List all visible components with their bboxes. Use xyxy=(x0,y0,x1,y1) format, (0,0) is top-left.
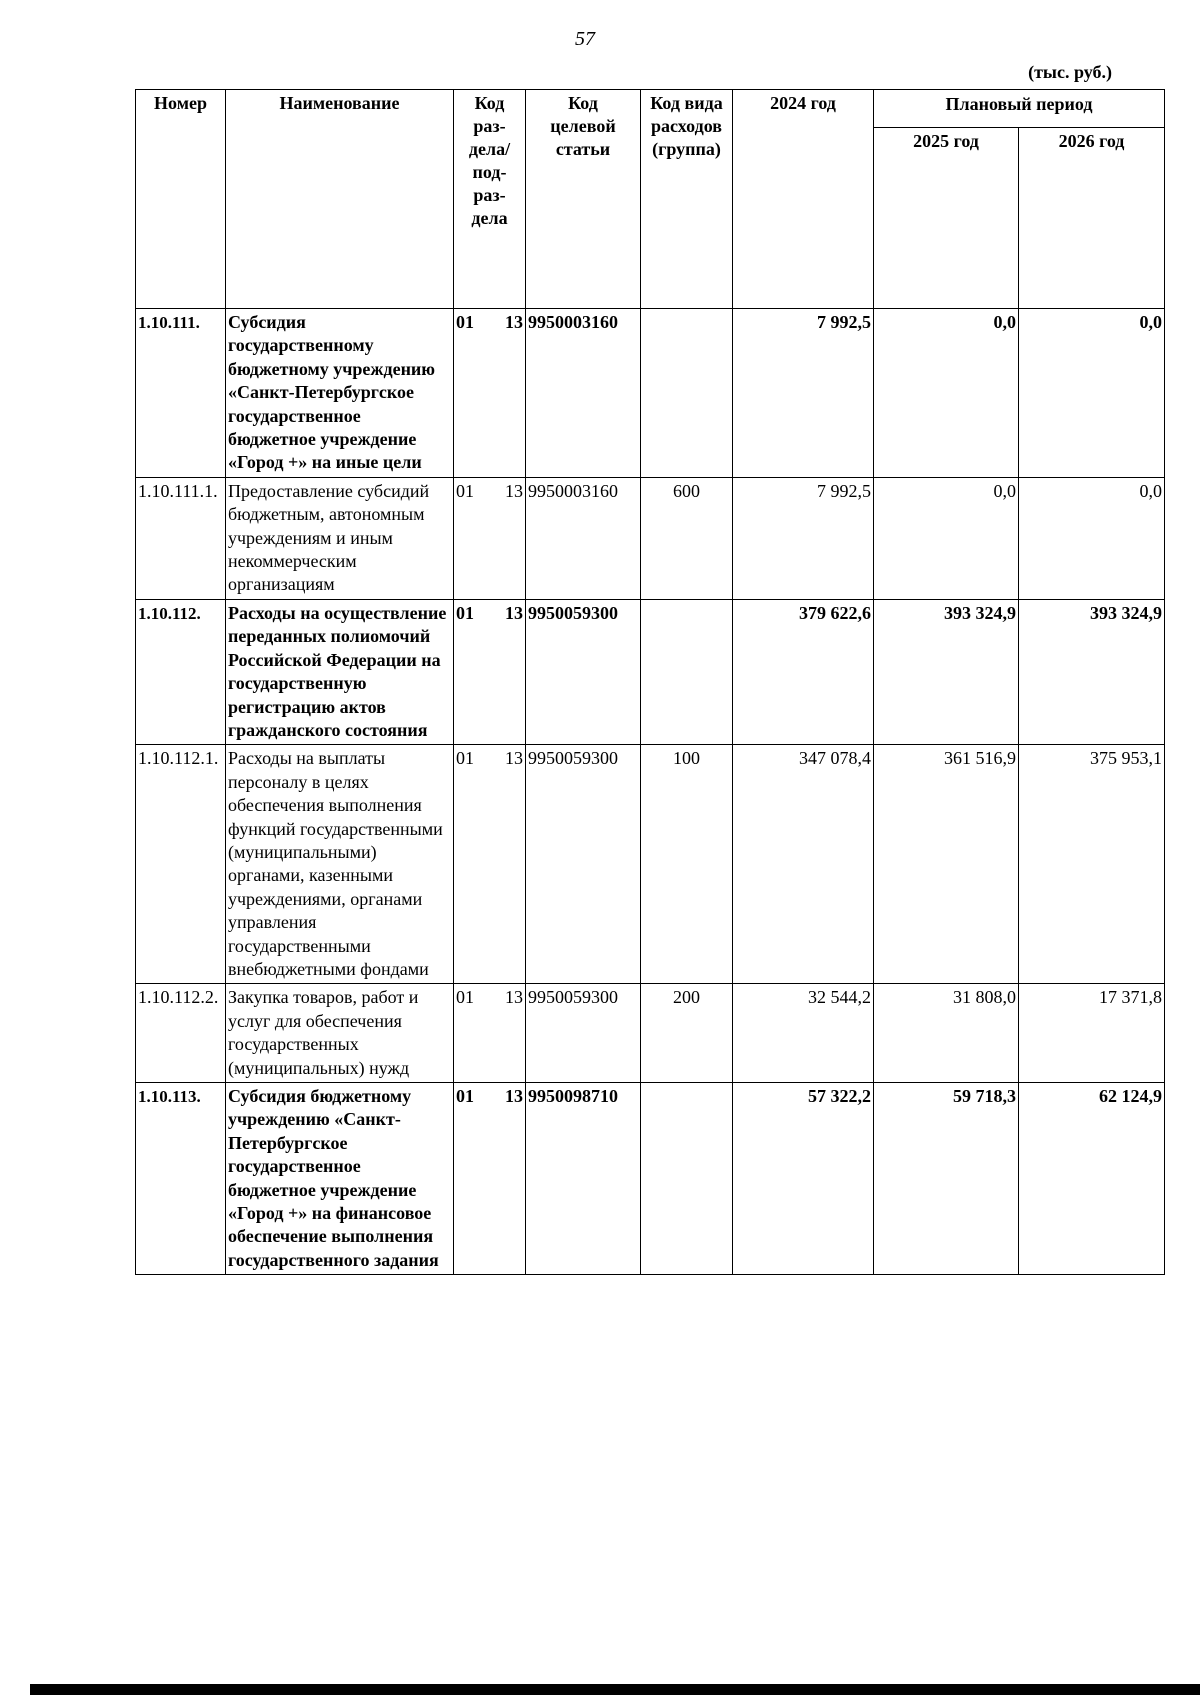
table-body xyxy=(136,309,1165,1275)
row-amount-2026: 0,0 xyxy=(1019,309,1165,478)
table-row xyxy=(136,309,1165,478)
row-amount-2025: 0,0 xyxy=(874,477,1019,599)
section-code: 01 xyxy=(456,987,474,1008)
row-amount-2024: 57 322,2 xyxy=(733,1083,874,1275)
row-amount-2026: 62 124,9 xyxy=(1019,1083,1165,1275)
header-target: Код целевой статьи xyxy=(526,90,641,309)
row-number: 1.10.111. xyxy=(136,309,226,478)
section-code: 01 xyxy=(456,480,474,501)
subsection-code: 13 xyxy=(505,312,523,332)
row-section-code xyxy=(454,984,526,1083)
row-amount-2026: 393 324,9 xyxy=(1019,599,1165,744)
table-row xyxy=(136,745,1165,984)
row-number: 1.10.113. xyxy=(136,1083,226,1275)
row-expense-group xyxy=(641,1083,733,1275)
row-target-code: 9950059300 xyxy=(526,745,641,984)
row-name: Субсидия бюджетному учреждению «Санкт-Петербургское государственное бюджетное учреждение «Город +» на финансовое обеспечение выполнения государственного задания xyxy=(226,1083,454,1275)
row-amount-2026: 17 371,8 xyxy=(1019,984,1165,1083)
row-expense-group: 200 xyxy=(641,984,733,1083)
row-expense-group xyxy=(641,599,733,744)
row-target-code: 9950098710 xyxy=(526,1083,641,1275)
subsection-code: 13 xyxy=(505,480,523,501)
subsection-code: 13 xyxy=(505,748,523,769)
row-amount-2026: 0,0 xyxy=(1019,477,1165,599)
row-amount-2024: 32 544,2 xyxy=(733,984,874,1083)
row-amount-2024: 7 992,5 xyxy=(733,477,874,599)
row-amount-2024: 379 622,6 xyxy=(733,599,874,744)
budget-table xyxy=(135,89,1165,1275)
row-section-code xyxy=(454,599,526,744)
row-amount-2025: 31 808,0 xyxy=(874,984,1019,1083)
table-row xyxy=(136,984,1165,1083)
row-target-code: 9950059300 xyxy=(526,984,641,1083)
row-section-code xyxy=(454,477,526,599)
subsection-code: 13 xyxy=(505,602,523,623)
row-amount-2026: 375 953,1 xyxy=(1019,745,1165,984)
subsection-code: 13 xyxy=(505,987,523,1008)
section-code: 01 xyxy=(456,748,474,769)
row-name: Предоставление субсидий бюджетным, автономным учреждениям и иным некоммерческим организациям xyxy=(226,477,454,599)
table-row xyxy=(136,1083,1165,1275)
section-code: 01 xyxy=(456,602,474,623)
subsection-code: 13 xyxy=(505,1086,523,1106)
row-section-code xyxy=(454,745,526,984)
section-code: 01 xyxy=(456,1086,474,1106)
row-amount-2025: 393 324,9 xyxy=(874,599,1019,744)
row-expense-group xyxy=(641,309,733,478)
row-section-code xyxy=(454,309,526,478)
section-code: 01 xyxy=(456,312,474,332)
row-target-code: 9950003160 xyxy=(526,309,641,478)
row-number: 1.10.112. xyxy=(136,599,226,744)
row-amount-2025: 59 718,3 xyxy=(874,1083,1019,1275)
row-expense-group: 100 xyxy=(641,745,733,984)
row-name: Расходы на выплаты персоналу в целях обеспечения выполнения функций государственными (муниципальными) органами, казенными учреждениями, органами управления государственными внебюджетными фондами xyxy=(226,745,454,984)
row-expense-group: 600 xyxy=(641,477,733,599)
header-year-2024: 2024 год xyxy=(733,90,874,309)
row-number: 1.10.112.2. xyxy=(136,984,226,1083)
header-section: Код раз- дела/ под- раз- дела xyxy=(454,90,526,309)
row-amount-2025: 361 516,9 xyxy=(874,745,1019,984)
row-number: 1.10.111.1. xyxy=(136,477,226,599)
header-number: Номер xyxy=(136,90,226,309)
table-row xyxy=(136,477,1165,599)
row-amount-2024: 347 078,4 xyxy=(733,745,874,984)
header-plan-period: Плановый период xyxy=(874,90,1165,128)
header-year-2025: 2025 год xyxy=(874,128,1019,309)
page-number: 57 xyxy=(575,28,595,50)
table-row xyxy=(136,599,1165,744)
row-name: Закупка товаров, работ и услуг для обеспечения государственных (муниципальных) нужд xyxy=(226,984,454,1083)
page-edge-bar xyxy=(30,1684,1200,1695)
row-target-code: 9950003160 xyxy=(526,477,641,599)
header-year-2026: 2026 год xyxy=(1019,128,1165,309)
row-number: 1.10.112.1. xyxy=(136,745,226,984)
header-expense-type: Код вида расходов (группа) xyxy=(641,90,733,309)
units-label: (тыс. руб.) xyxy=(1028,62,1112,82)
row-name: Расходы на осуществление переданных полиомочий Российской Федерации на государственную регистрацию актов гражданского состояния xyxy=(226,599,454,744)
row-name: Субсидия государственному бюджетному учреждению «Санкт-Петербургское государственное бюджетное учреждение «Город +» на иные цели xyxy=(226,309,454,478)
header-name: Наименование xyxy=(226,90,454,309)
row-amount-2025: 0,0 xyxy=(874,309,1019,478)
row-section-code xyxy=(454,1083,526,1275)
row-amount-2024: 7 992,5 xyxy=(733,309,874,478)
row-target-code: 9950059300 xyxy=(526,599,641,744)
